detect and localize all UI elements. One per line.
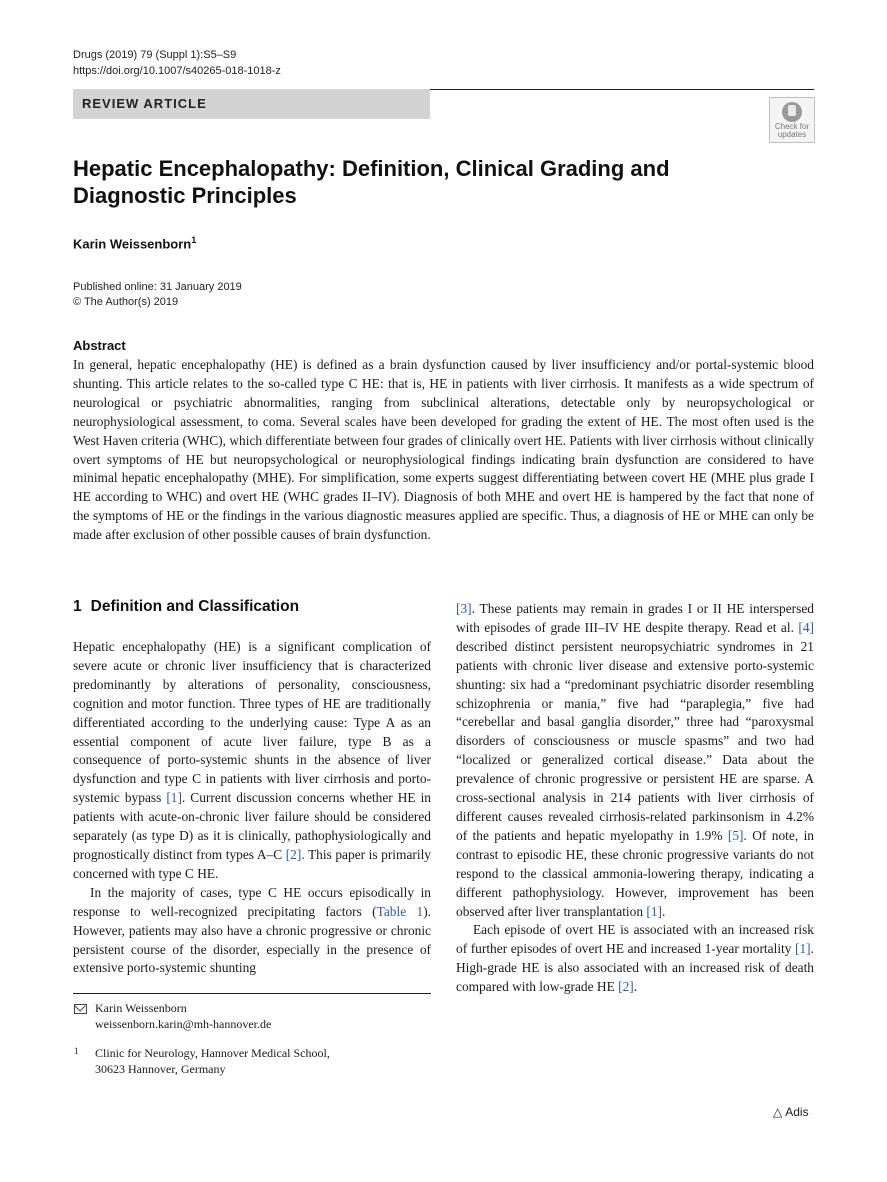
citation-link[interactable]: [1] [166, 790, 182, 806]
text-run: . These patients may remain in grades I or II HE interspersed with episodes of grade III–IV HE despite therapy. Read et al. [456, 601, 814, 635]
header-rule [430, 89, 814, 90]
table-link[interactable]: Table 1 [376, 903, 424, 919]
journal-citation: Drugs (2019) 79 (Suppl 1):S5–S9 [73, 49, 237, 61]
text-run: ). However, patients may also have a chronic progressive or chronic persistent course of the disorder, especially in the presence of extensive porto-systemic shunting [73, 903, 431, 976]
article-type-banner [73, 89, 430, 119]
publisher-name: Adis [785, 1105, 809, 1119]
copyright-line: © The Author(s) 2019 [73, 296, 179, 308]
footnote-rule [73, 993, 431, 994]
citation-link[interactable]: [5] [727, 827, 744, 843]
text-run: . [662, 903, 666, 919]
affiliation-line-1: Clinic for Neurology, Hannover Medical School, [95, 1046, 330, 1060]
doi-link[interactable]: https://doi.org/10.1007/s40265-018-1018-z [73, 65, 281, 77]
crossmark-label-2: updates [777, 130, 807, 139]
citation-link[interactable]: [1] [795, 941, 811, 957]
article-title: Hepatic Encephalopathy: Definition, Clinical Grading and Diagnostic Principles [73, 156, 670, 208]
corresponding-author-name: Karin Weissenborn [95, 1001, 187, 1015]
section-number: 1 [73, 598, 82, 615]
text-run: . High-grade HE is also associated with an increased risk of death compared with low-grade HE [456, 941, 814, 995]
paragraph-2 [73, 884, 431, 979]
affiliation-number: 1 [74, 1046, 79, 1056]
text-run: . [633, 979, 638, 995]
citation-link[interactable]: [2] [285, 846, 302, 862]
text-run: described distinct persistent neuropsychiatric syndromes in 21 patients with chronic liver disease and extensive porto-systemic shunting: six had a “predominant psychiatric disorder resembling schizophrenia or mania,” five had “paraplegia,” five had “cerebellar and basal ganglia disorder,” three had “paroxysmal disorders of consciousness or muscle spasms” and two had “localized or generalized cortical disease.” Data about the prevalence of chronic progressive or persistent HE are sparse. A cross-sectional analysis in 214 patients with liver cirrhosis of different causes revealed cirrhosis-related parkinsonism in 4.2% of the patients and hepatic myelopathy in 1.9% [456, 638, 814, 843]
triangle-icon: △ [773, 1105, 783, 1119]
article-type-label: REVIEW ARTICLE [82, 96, 207, 111]
author-name: Karin Weissenborn [73, 236, 192, 252]
envelope-icon [74, 1004, 87, 1014]
text-run: Each episode of overt HE is associated with an increased risk of further episodes of overt HE and increased 1-year mortality [456, 922, 814, 957]
body-column-right [456, 600, 814, 997]
text-run: Hepatic encephalopathy (HE) is a significant complication of severe acute or chronic liver insufficiency that is characterized predominantly by alterations of personality, consciousness, cognition and motor function. Three types of HE are traditionally differentiated according to the underlying cause: Type A as an essential component of acute liver failure, type B as a consequence of porto-systemic shunts in the absence of liver dysfunction and type C in patients with liver cirrhosis and porto-systemic bypass [73, 639, 431, 806]
author-line [73, 235, 196, 251]
body-column-left [73, 638, 431, 978]
section-title: Definition and Classification [90, 598, 300, 615]
affiliation-line-2: 30623 Hannover, Germany [95, 1062, 226, 1076]
published-date: Published online: 31 January 2019 [73, 281, 242, 293]
crossmark-label-1: Check for [774, 122, 810, 131]
paragraph-3 [456, 921, 814, 997]
paragraph-2-continued [456, 600, 814, 921]
section-heading [73, 598, 299, 616]
author-affiliation-mark: 1 [191, 235, 197, 245]
check-for-updates-badge[interactable] [769, 97, 815, 143]
text-run: In the majority of cases, type C HE occurs episodically in response to well-recognized precipitating factors ( [73, 884, 431, 919]
text-run: . This paper is primarily concerned with type C HE. [73, 846, 431, 881]
abstract-text: In general, hepatic encephalopathy (HE) is defined as a brain dysfunction caused by liver insufficiency and/or portal-systemic blood shunting. This article relates to the so-called type C HE: that is, HE in patients with liver cirrhosis. It manifests as a wide spectrum of neurological or psychiatric abnormalities, ranging from subclinical alterations, detectable only by neuropsychological or neurophysiological assessment, to coma. Several scales have been developed for grading the extent of HE. The most often used is the West Haven criteria (WHC), which differentiate between four grades of clinically overt HE. Patients with liver cirrhosis without clinically overt symptoms of HE but neuropsychological or neurophysiological findings indicating brain dysfunction are considered to have minimal hepatic encephalopathy (MHE). For simplification, some experts suggest differentiating between covert HE (MHE plus grade I HE according to WHC) and overt HE (WHC grades II–IV). Diagnosis of both MHE and overt HE is hampered by the fact that none of the symptoms of HE or the findings in the various diagnostic measures applied are specific. Thus, a diagnosis of HE or MHE can only be made after exclusion of other possible causes of brain dysfunction. [73, 357, 814, 543]
text-run: . Current discussion concerns whether HE in patients with acute-on-chronic liver failure should be considered separately (as type D) as it is clinically, pathophysiologically and prognostically distinct from types A–C [73, 790, 431, 862]
citation-link[interactable]: [2] [618, 979, 634, 995]
citation-link[interactable]: [4] [798, 619, 814, 635]
crossmark-icon [782, 102, 802, 122]
paragraph-1 [73, 638, 431, 884]
publisher-logo [773, 1105, 809, 1119]
citation-link[interactable]: [1] [646, 903, 662, 919]
corresponding-author-email[interactable]: weissenborn.karin@mh-hannover.de [95, 1017, 272, 1031]
citation-link[interactable]: [3] [456, 601, 472, 616]
abstract-heading: Abstract [73, 338, 126, 353]
text-run: . Of note, in contrast to episodic HE, these chronic progressive variants do not respond to the classical ammonia-lowering therapy, indicating a different pathophysiology. However, improvement has been observed after liver transplantation [456, 827, 815, 919]
